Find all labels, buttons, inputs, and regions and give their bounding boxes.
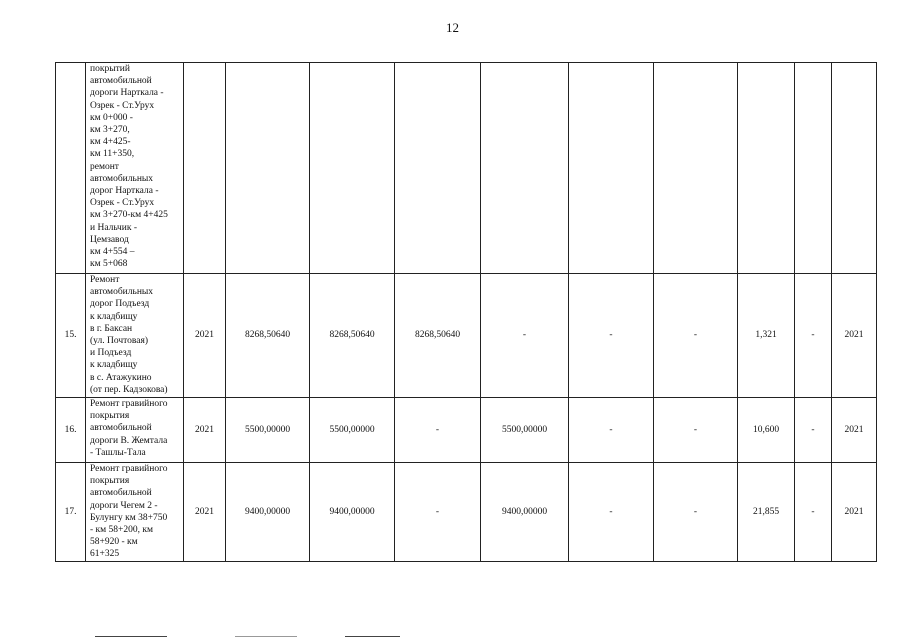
row-number: 16.	[56, 398, 86, 463]
table-cell	[395, 63, 481, 274]
table-cell	[832, 63, 877, 274]
scan-mark	[345, 636, 400, 637]
table-cell: 1,321	[738, 274, 795, 398]
table-cell: 8268,50640	[395, 274, 481, 398]
scan-mark	[95, 636, 167, 637]
row-number	[56, 63, 86, 274]
table-cell	[481, 63, 569, 274]
table-cell: 9400,00000	[310, 463, 395, 562]
table-cell	[226, 63, 310, 274]
table-cell: -	[654, 463, 738, 562]
table-cell: -	[795, 398, 832, 463]
table-cell: 10,600	[738, 398, 795, 463]
table-cell	[184, 63, 226, 274]
table-cell: 5500,00000	[226, 398, 310, 463]
table-cell: -	[569, 398, 654, 463]
table-cell: -	[395, 398, 481, 463]
table-row	[56, 398, 877, 463]
table-cell: 2021	[184, 398, 226, 463]
table-cell: 9400,00000	[226, 463, 310, 562]
table-cell: -	[654, 274, 738, 398]
table-cell: 5500,00000	[481, 398, 569, 463]
table-cell: -	[795, 274, 832, 398]
table-cell: 21,855	[738, 463, 795, 562]
row-number: 17.	[56, 463, 86, 562]
works-table	[55, 62, 877, 562]
table-cell: -	[569, 274, 654, 398]
table-cell	[310, 63, 395, 274]
table-row	[56, 274, 877, 398]
table-cell: 2021	[184, 463, 226, 562]
table-cell: 5500,00000	[310, 398, 395, 463]
table-cell	[654, 63, 738, 274]
table-cell: 2021	[832, 274, 877, 398]
object-name: Ремонт гравийного покрытия автомобильной дороги Чегем 2 - Булунгу км 38+750 - км 58+200, км 58+920 - км 61+325	[86, 463, 184, 562]
table-cell	[738, 63, 795, 274]
object-name: Ремонт автомобильных дорог Подъезд к кладбищу в г. Баксан (ул. Почтовая) и Подъезд к кладбищу в с. Атажукино (от пер. Кадзокова)	[86, 274, 184, 398]
table-cell: 2021	[184, 274, 226, 398]
object-name: покрытий автомобильной дороги Нарткала - Озрек - Ст.Урух км 0+000 - км 3+270, км 4+425- км 11+350, ремонт автомобильных дорог Нарткала - Озрек - Ст.Урух км 3+270-км 4+425 и Нальчик - Цемзавод км 4+554 – км 5+068	[86, 63, 184, 274]
table-cell: -	[395, 463, 481, 562]
table-cell: -	[481, 274, 569, 398]
table-row	[56, 463, 877, 562]
object-name: Ремонт гравийного покрытия автомобильной дороги В. Жемтала - Ташлы-Тала	[86, 398, 184, 463]
table-cell: 9400,00000	[481, 463, 569, 562]
table-cell: 2021	[832, 398, 877, 463]
scan-marks	[0, 634, 905, 640]
row-number: 15.	[56, 274, 86, 398]
table-cell: 8268,50640	[226, 274, 310, 398]
table-cell: -	[569, 463, 654, 562]
page-number: 12	[446, 20, 459, 35]
scan-mark	[235, 636, 297, 637]
table-cell: 2021	[832, 463, 877, 562]
table-row	[56, 63, 877, 274]
table-cell: -	[654, 398, 738, 463]
table-cell: 8268,50640	[310, 274, 395, 398]
table-cell	[795, 63, 832, 274]
table-cell	[569, 63, 654, 274]
table-cell: -	[795, 463, 832, 562]
